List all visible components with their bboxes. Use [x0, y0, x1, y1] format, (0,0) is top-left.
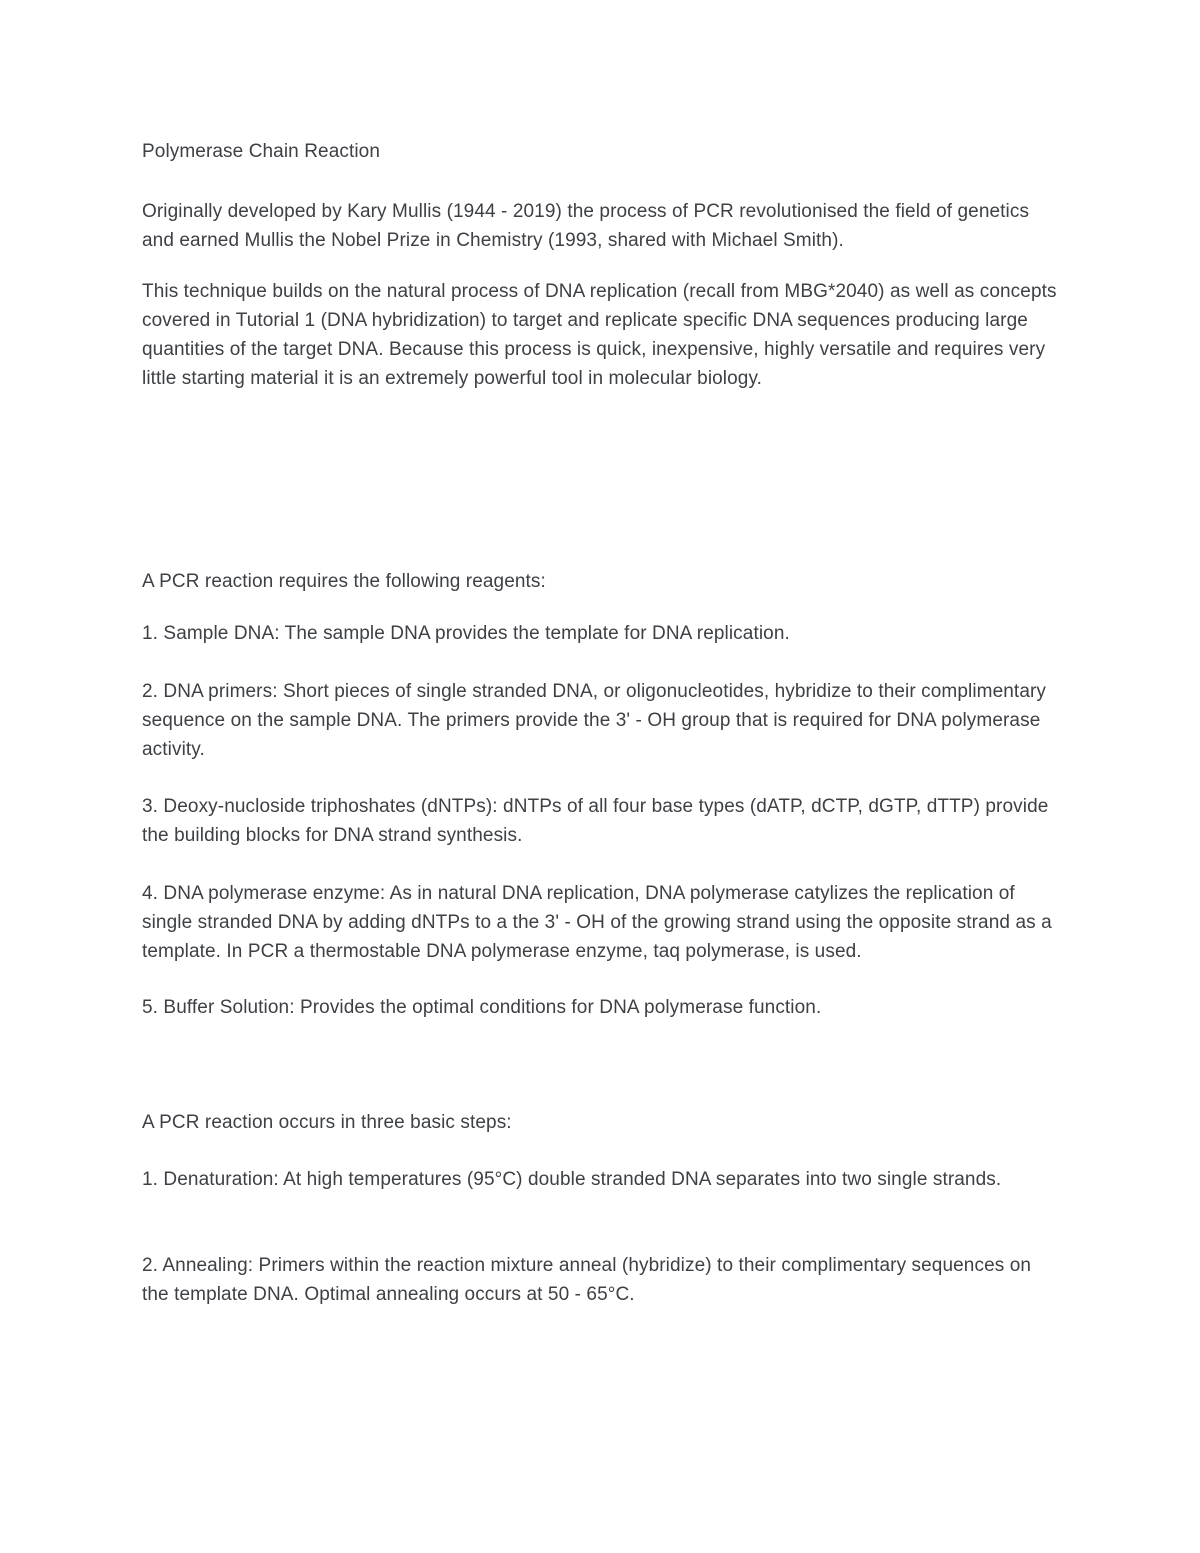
reagent-item-dntps: 3. Deoxy-nucloside triphoshates (dNTPs): dNTPs of all four base types (dATP, dCTP, dGTP, dTTP) provide the building blocks for DNA strand synthesis. — [142, 796, 1054, 846]
reagent-item-buffer-solution: 5. Buffer Solution: Provides the optimal conditions for DNA polymerase function. — [142, 997, 822, 1018]
steps-section-heading: A PCR reaction occurs in three basic steps: — [142, 1112, 512, 1133]
intro-paragraph-1: Originally developed by Kary Mullis (1944 - 2019) the process of PCR revolutionised the field of genetics and earned Mullis the Nobel Prize in Chemistry (1993, shared with Michael Smith). — [142, 201, 1035, 251]
reagent-item-sample-dna: 1. Sample DNA: The sample DNA provides the template for DNA replication. — [142, 623, 790, 644]
document-content — [142, 137, 1062, 1309]
step-item-annealing: 2. Annealing: Primers within the reaction mixture anneal (hybridize) to their complimentary sequences on the template DNA. Optimal annealing occurs at 50 - 65°C. — [142, 1255, 1037, 1305]
step-item-denaturation: 1. Denaturation: At high temperatures (95°C) double stranded DNA separates into two single strands. — [142, 1169, 1002, 1190]
reagents-section-heading: A PCR reaction requires the following reagents: — [142, 571, 546, 592]
intro-paragraph-2: This technique builds on the natural process of DNA replication (recall from MBG*2040) as well as concepts covered in Tutorial 1 (DNA hybridization) to target and replicate specific DNA sequences producing large quantities of the target DNA. Because this process is quick, inexpensive, highly versatile and requires very little starting material it is an extremely powerful tool in molecular biology. — [142, 281, 1062, 389]
reagent-item-dna-primers: 2. DNA primers: Short pieces of single stranded DNA, or oligonucleotides, hybridize to their complimentary sequence on the sample DNA. The primers provide the 3' - OH group that is required for DNA polymerase activity. — [142, 681, 1052, 760]
document-title: Polymerase Chain Reaction — [142, 141, 381, 162]
reagent-item-dna-polymerase: 4. DNA polymerase enzyme: As in natural DNA replication, DNA polymerase catylizes the replication of single stranded DNA by adding dNTPs to a the 3' - OH of the growing strand using the opposite strand as a template. In PCR a thermostable DNA polymerase enzyme, taq polymerase, is used. — [142, 883, 1058, 962]
